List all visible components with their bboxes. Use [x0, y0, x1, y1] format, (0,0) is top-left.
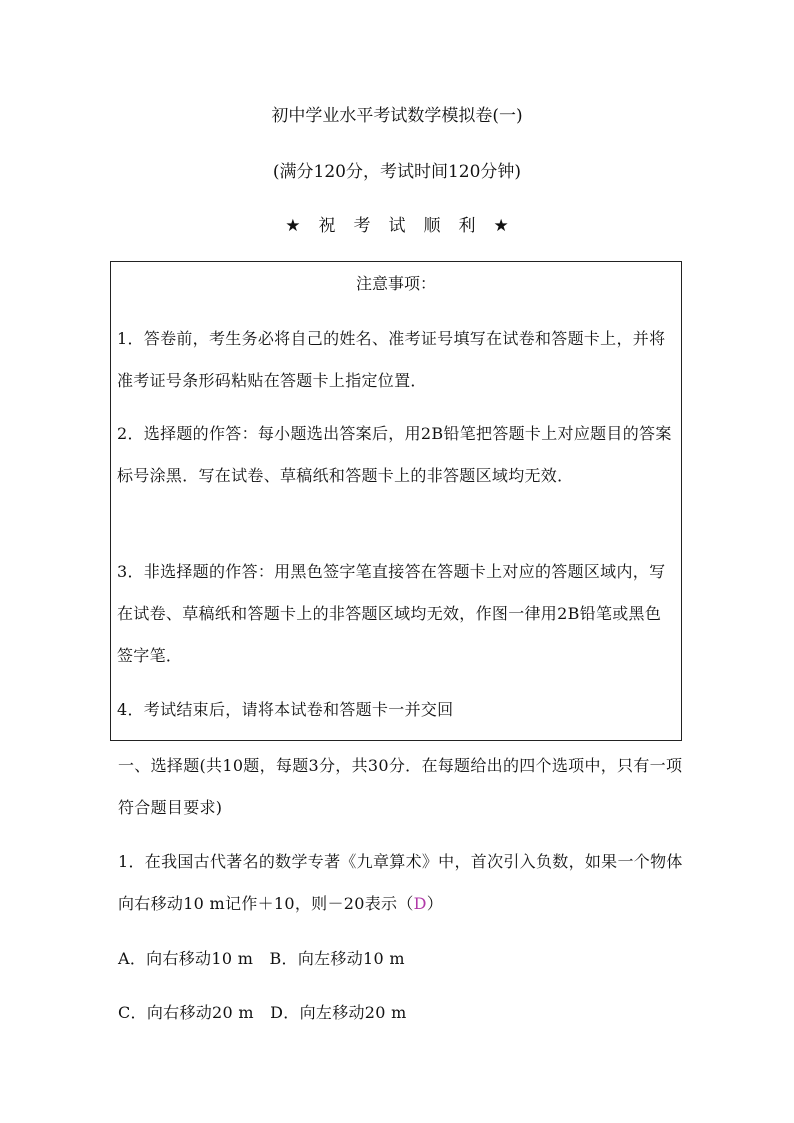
question-stem [118, 841, 684, 925]
exam-subtitle: (满分120分，考试时间120分钟) [272, 162, 522, 182]
notice-item: 4．考试结束后，请将本试卷和答题卡一并交回 [117, 700, 454, 719]
section-heading: 一、选择题(共10题，每题3分，共30分．在每题给出的四个选项中，只有一项符合题目要求) [118, 756, 683, 817]
star-icon: ★ [493, 216, 509, 236]
options-row: A．向右移动10 m B．向左移动10 m [118, 949, 405, 968]
notice-title: 注意事项： [355, 274, 436, 293]
answer-mark: D [413, 894, 427, 913]
options-row: C．向右移动20 m D．向左移动20 m [118, 1003, 407, 1022]
notice-item: 1．答卷前，考生务必将自己的姓名、准考证号填写在试卷和答题卡上，并将准考证号条形码粘贴在答题卡上指定位置． [117, 329, 666, 390]
blessing-line [0, 214, 794, 238]
blessing-char: 试 [388, 216, 406, 236]
blessing-char: 祝 [318, 216, 336, 236]
question-text: 1．在我国古代著名的数学专著《九章算术》中，首次引入负数，如果一个物体向右移动10 m记作＋10，则－20表示（ [118, 852, 683, 913]
blessing-char: 顺 [423, 216, 441, 236]
notice-item: 2．选择题的作答：每小题选出答案后，用2B铅笔把答题卡上对应题目的答案标号涂黑．写在试卷、草稿纸和答题卡上的非答题区域均无效． [117, 424, 672, 485]
blessing-char: 利 [458, 216, 476, 236]
blessing-char: 考 [353, 216, 371, 236]
star-icon: ★ [285, 216, 301, 236]
question-text-end: ） [426, 894, 444, 913]
notice-item: 3．非选择题的作答：用黑色签字笔直接答在答题卡上对应的答题区域内，写在试卷、草稿纸和答题卡上的非答题区域均无效，作图一律用2B铅笔或黑色签字笔． [117, 562, 666, 665]
exam-title: 初中学业水平考试数学模拟卷(一) [271, 106, 523, 126]
